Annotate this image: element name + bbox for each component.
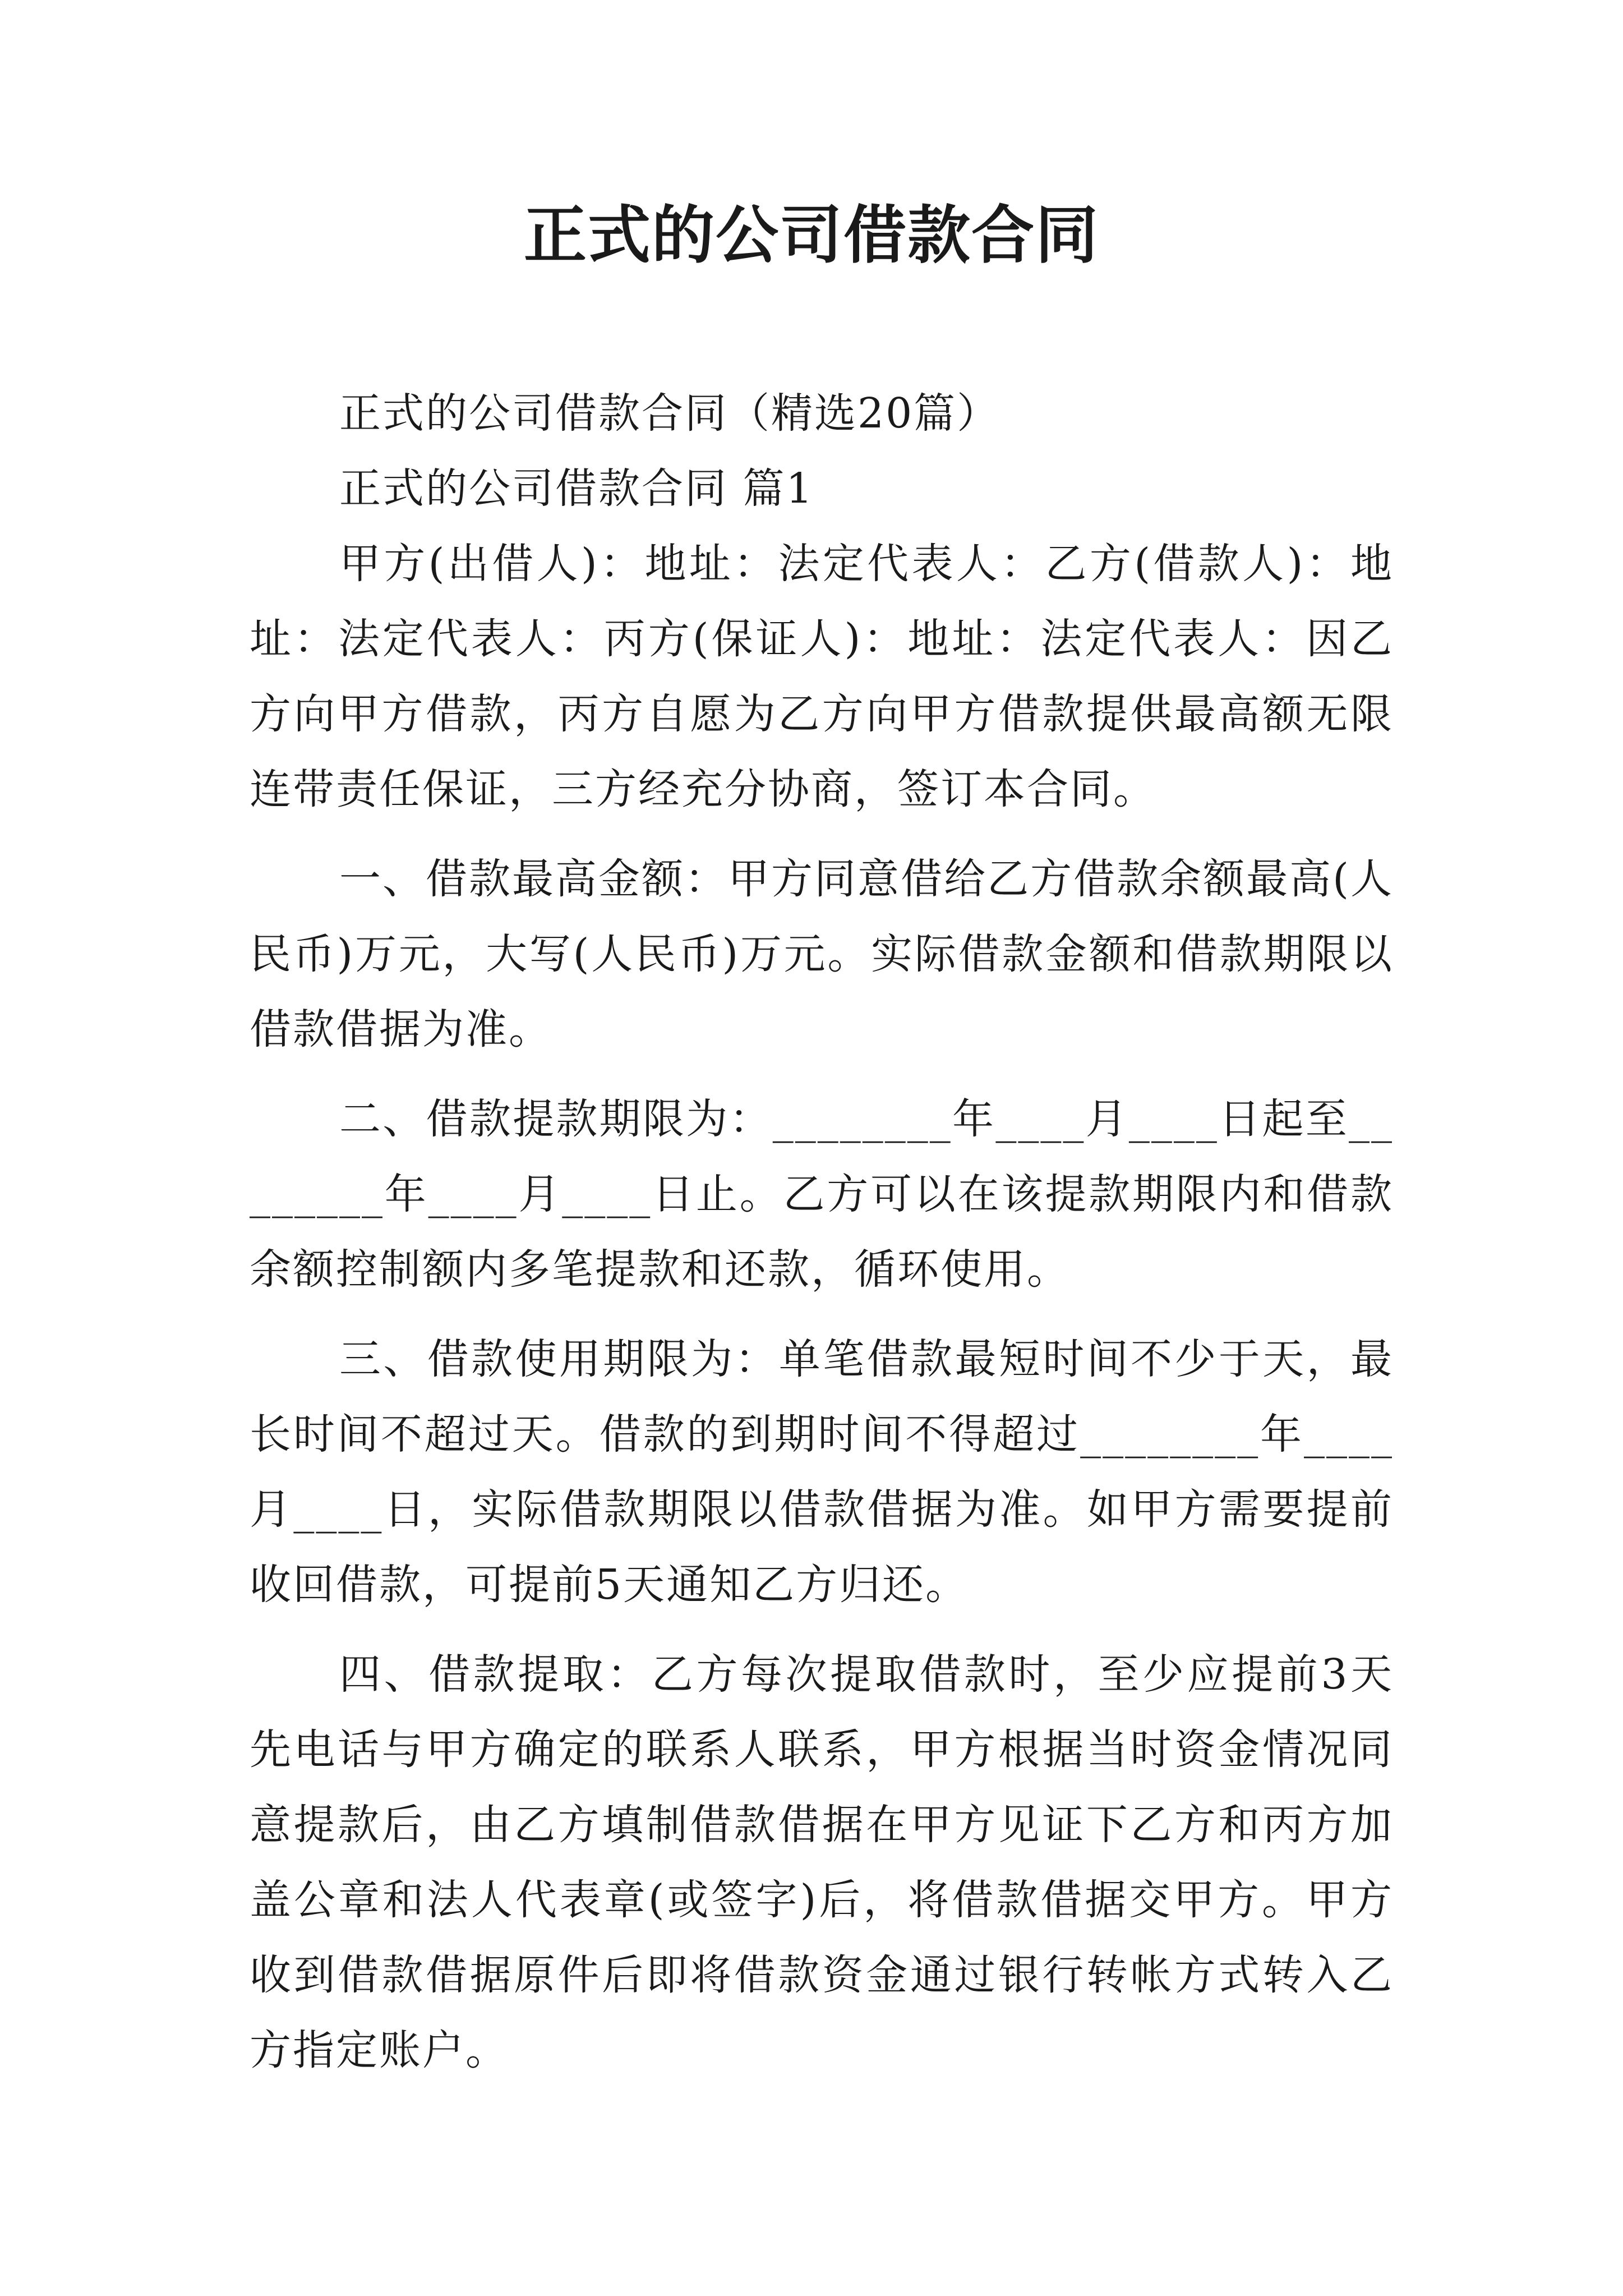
document-title: 正式的公司借款合同 <box>524 199 1099 272</box>
paragraph-clause-1: 一、借款最高金额：甲方同意借给乙方借款余额最高(人民币)万元，大写(人民币)万元。实际借款金额和借款期限以借款借据为准。 <box>250 855 1394 1053</box>
paragraph-spacer <box>250 1622 1394 1637</box>
paragraph-clause-3: 三、借款使用期限为：单笔借款最短时间不少于天，最长时间不超过天。借款的到期时间不得超过________年____月____日，实际借款期限以借款借据为准。如甲方需要提前收回借款，可提前5天通知乙方归还。 <box>250 1335 1394 1609</box>
section-heading: 正式的公司借款合同 篇1 <box>339 464 814 513</box>
document-body <box>250 376 1394 2088</box>
paragraph-parties: 甲方(出借人)：地址：法定代表人：乙方(借款人)：地址：法定代表人：丙方(保证人)：地址：法定代表人：因乙方向甲方借款，丙方自愿为乙方向甲方借款提供最高额无限连带责任保证，三方经充分协商，签订本合同。 <box>250 540 1394 813</box>
paragraph-clause-4: 四、借款提取：乙方每次提取借款时，至少应提前3天先电话与甲方确定的联系人联系，甲方根据当时资金情况同意提款后，由乙方填制借款借据在甲方见证下乙方和丙方加盖公章和法人代表章(或签字)后，将借款借据交甲方。甲方收到借款借据原件后即将借款资金通过银行转帐方式转入乙方指定账户。 <box>250 1650 1394 2074</box>
paragraph-spacer <box>250 1307 1394 1322</box>
document-subtitle: 正式的公司借款合同（精选20篇） <box>339 389 1000 438</box>
paragraph-spacer <box>250 1067 1394 1082</box>
paragraph-spacer <box>250 827 1394 841</box>
paragraph-clause-2: 二、借款提款期限为：________年____月____日起至________年____月____日止。乙方可以在该提款期限内和借款余额控制额内多笔提款和还款，循环使用。 <box>250 1095 1394 1294</box>
